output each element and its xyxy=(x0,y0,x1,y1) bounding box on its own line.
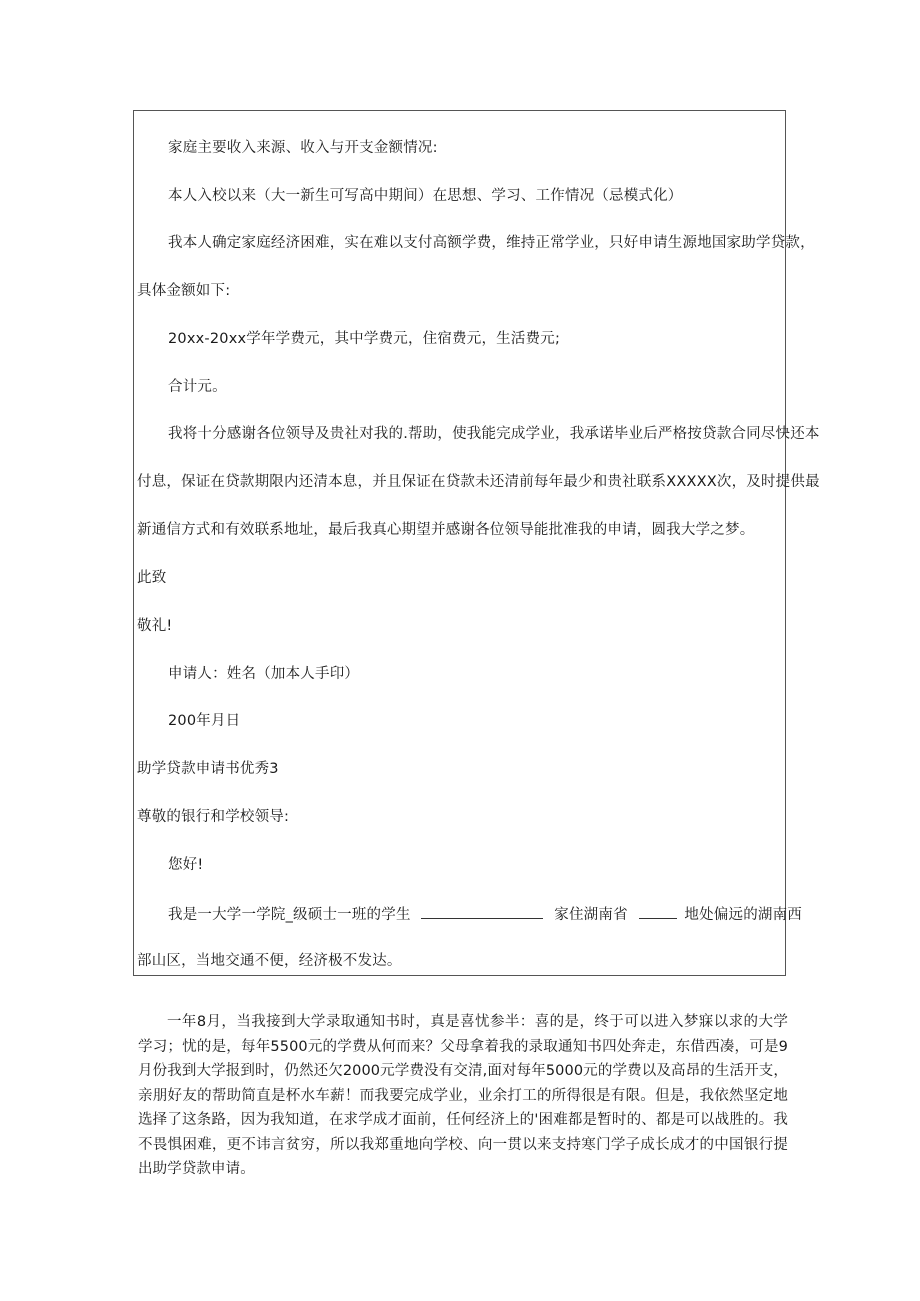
school-performance-line: 本人入校以来（大一新生可写高中期间）在思想、学习、工作情况（忌模式化） xyxy=(168,188,683,204)
gratitude-line-2: 付息，保证在贷款期限内还清本息，并且保证在贷款未还清前每年最少和贵社联系XXXXX次，及时提供最 xyxy=(137,474,820,490)
fee-breakdown-line: 20xx-20xx学年学费元，其中学费元，住宿费元，生活费元; xyxy=(168,331,561,347)
applicant-signature: 申请人：姓名（加本人手印） xyxy=(168,666,360,682)
gratitude-line-1: 我将十分感谢各位领导及贵社对我的.帮助，使我能完成学业，我承诺毕业后严格按贷款合同尽快还本 xyxy=(168,426,820,442)
family-income-line: 家庭主要收入来源、收入与开支金额情况: xyxy=(168,140,438,156)
total-line: 合计元。 xyxy=(168,379,227,395)
region-description-line: 部山区，当地交通不便，经济极不发达。 xyxy=(137,953,402,969)
hardship-statement-line: 我本人确定家庭经济困难，实在难以支付高额学费，维持正常学业，只好申请生源地国家助学贷款， xyxy=(168,235,815,251)
student-intro-line xyxy=(168,904,802,924)
application-date: 200年月日 xyxy=(168,713,241,729)
body-paragraph: 一年8月，当我接到大学录取通知书时，真是喜忧参半：喜的是，终于可以进入梦寐以求的大学学习；忧的是，每年5500元的学费从何而来？父母拿着我的录取通知书四处奔走，东借西凑，可是9月份我到大学报到时，仍然还欠2000元学费没有交清,面对每年5000元的学费以及高昂的生活开支，亲朋好友的帮助简直是杯水车薪！而我要完成学业，业余打工的所得很是有限。但是，我依然坚定地选择了这条路，因为我知道，在求学成才面前，任何经济上的'困难都是暂时的、都是可以战胜的。我不畏惧困难，更不讳言贫穷，所以我郑重地向学校、向一贯以来支持寒门学子成长成才的中国银行提出助学贷款申请。 xyxy=(138,1014,788,1177)
greeting-line: 您好! xyxy=(168,857,204,873)
student-intro-part1: 我是一大学一学院_级硕士一班的学生 xyxy=(168,907,411,923)
student-intro-part3: 地处偏远的湖南西 xyxy=(684,907,803,923)
closing-salutation: 此致 xyxy=(137,570,167,586)
section-heading: 助学贷款申请书优秀3 xyxy=(137,761,279,777)
student-intro-part2: 家住湖南省 xyxy=(554,907,628,923)
form-table-cell xyxy=(133,110,820,976)
closing-regards: 敬礼! xyxy=(137,618,173,634)
letter-salutation: 尊敬的银行和学校领导: xyxy=(137,809,290,825)
amount-intro-line: 具体金额如下: xyxy=(137,283,231,299)
gratitude-line-3: 新通信方式和有效联系地址，最后我真心期望并感谢各位领导能批准我的申请，圆我大学之梦。 xyxy=(137,522,755,538)
blank-underline xyxy=(421,904,543,919)
blank-underline xyxy=(639,904,677,919)
